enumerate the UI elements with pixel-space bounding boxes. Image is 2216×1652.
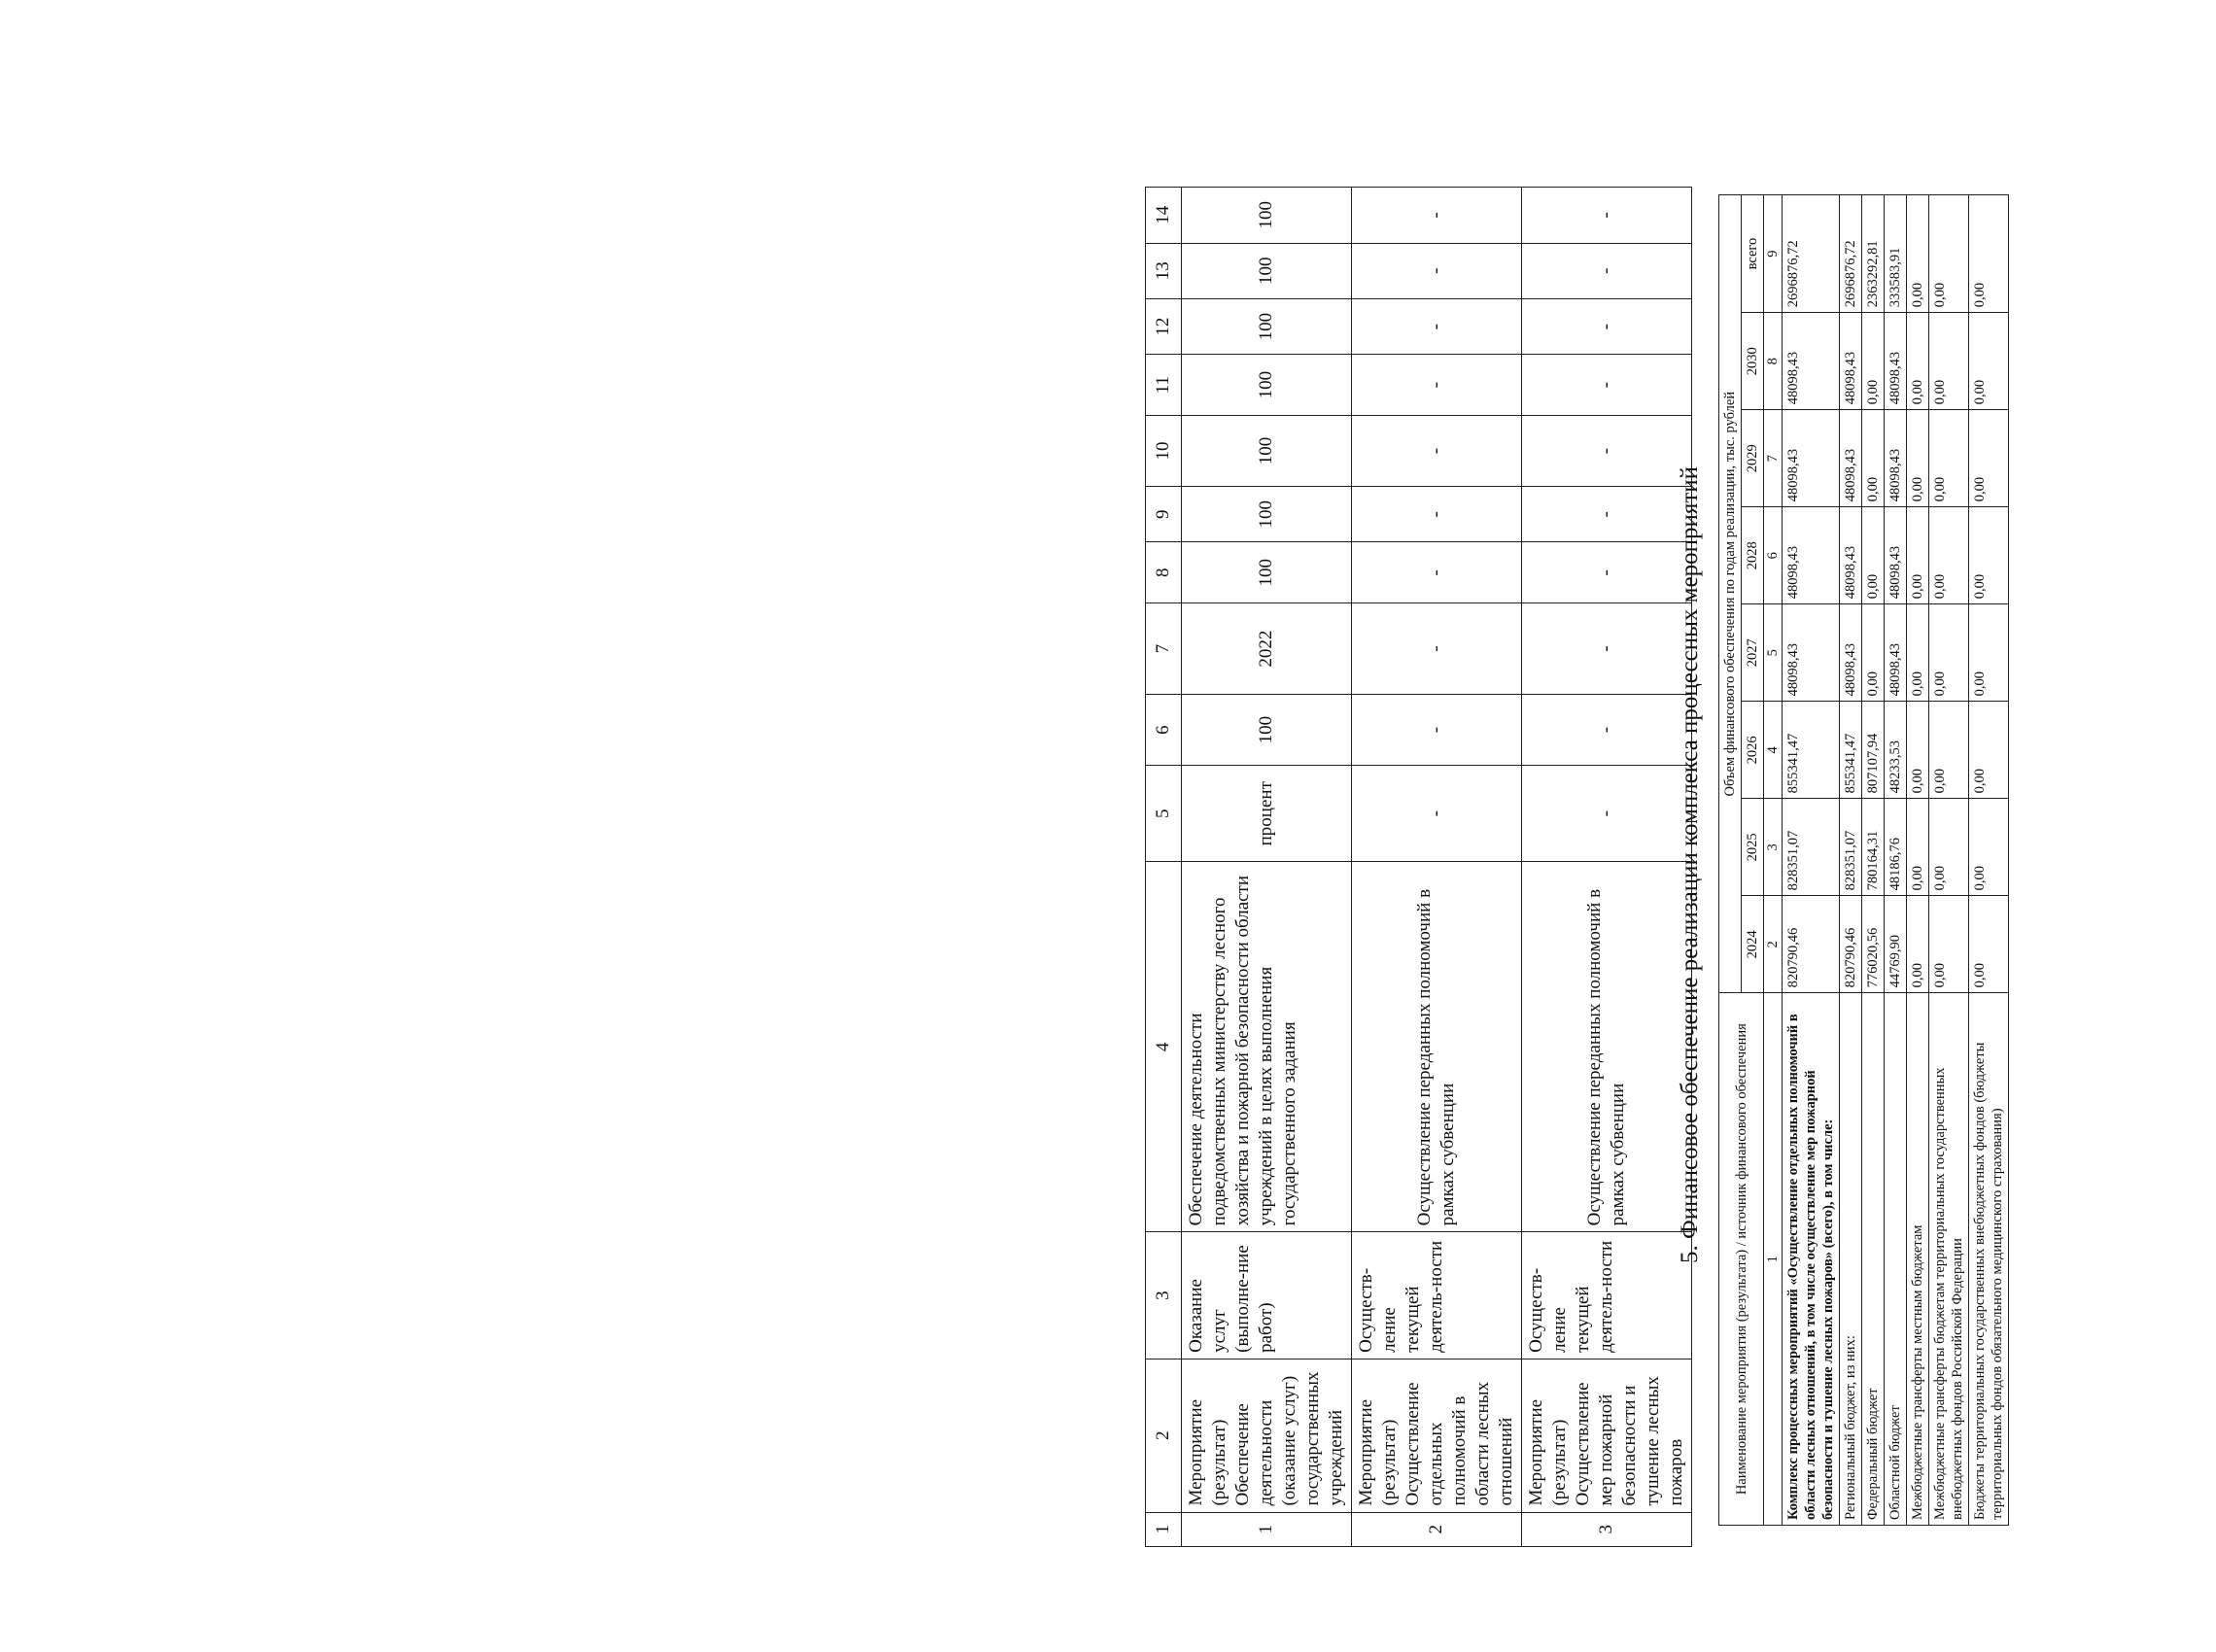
amount-cell: 48098,43 xyxy=(1840,507,1862,604)
col-number: 1 xyxy=(1764,993,1783,1526)
amount-cell: 0,00 xyxy=(1969,410,2009,507)
table-row xyxy=(1522,188,1692,1547)
amount-cell: 780164,31 xyxy=(1862,799,1885,896)
row-number: 3 xyxy=(1522,1512,1692,1546)
unit-cell: процент xyxy=(1182,766,1352,862)
measure-name: Мероприятие (результат) Обеспечение деятельности (оказание услуг) государственных учреждений xyxy=(1182,1359,1352,1512)
value-cell: - xyxy=(1522,415,1692,486)
column-number-row xyxy=(1764,195,1783,1526)
year-header: 2029 xyxy=(1742,410,1764,507)
amount-cell: 0,00 xyxy=(1969,507,2009,604)
value-cell: 100 xyxy=(1182,487,1352,542)
amount-cell: 0,00 xyxy=(1907,799,1929,896)
row-name: Бюджеты территориальных государственных внебюджетных фондов (бюджеты территориальных фондов обязательного медицинского страхования) xyxy=(1969,993,2009,1526)
value-cell: - xyxy=(1352,603,1522,695)
amount-cell: 0,00 xyxy=(1929,195,1969,313)
amount-cell: 44769,90 xyxy=(1885,896,1907,993)
section-title: 5. Финансовое обеспечение реализации комплекса процессных мероприятий xyxy=(1677,465,1703,1264)
value-cell: 100 xyxy=(1182,298,1352,354)
amount-cell: 828351,07 xyxy=(1840,799,1862,896)
value-cell: - xyxy=(1352,695,1522,766)
amount-cell: 855341,47 xyxy=(1783,702,1840,799)
amount-cell: 48098,43 xyxy=(1885,410,1907,507)
results-table xyxy=(1145,187,1692,1547)
value-cell: 100 xyxy=(1182,415,1352,486)
measure-type: Осуществ-ление текущей деятель-ности xyxy=(1522,1232,1692,1359)
amount-cell: 0,00 xyxy=(1862,313,1885,410)
amount-cell: 0,00 xyxy=(1907,195,1929,313)
amount-cell: 0,00 xyxy=(1929,896,1969,993)
year-header: 2030 xyxy=(1742,313,1764,410)
amount-cell: 820790,46 xyxy=(1783,896,1840,993)
amount-cell: 48098,43 xyxy=(1783,313,1840,410)
amount-cell: 0,00 xyxy=(1907,604,1929,702)
row-name: Межбюджетные трансферты местным бюджетам xyxy=(1907,993,1929,1526)
amount-cell: 0,00 xyxy=(1907,702,1929,799)
amount-cell: 0,00 xyxy=(1929,507,1969,604)
measure-description: Осуществление переданных полномочий в рамках субвенции xyxy=(1522,862,1692,1232)
col-number: 3 xyxy=(1764,799,1783,896)
amount-cell: 48098,43 xyxy=(1840,313,1862,410)
measure-description: Обеспечение деятельности подведомственных министерству лесного хозяйства и пожарной безопасности области учреждений в целях выполнения государственного задания xyxy=(1182,862,1352,1232)
measure-type: Оказание услуг (выполне-ние работ) xyxy=(1182,1232,1352,1359)
amount-cell: 48186,76 xyxy=(1885,799,1907,896)
amount-cell: 48098,43 xyxy=(1783,507,1840,604)
unit-cell: - xyxy=(1352,766,1522,862)
total-header: всего xyxy=(1742,195,1764,313)
value-cell: 2022 xyxy=(1182,603,1352,695)
col-number: 9 xyxy=(1146,487,1182,542)
amount-cell: 48098,43 xyxy=(1885,313,1907,410)
amount-cell: 333583,91 xyxy=(1885,195,1907,313)
value-cell: - xyxy=(1352,298,1522,354)
year-header: 2025 xyxy=(1742,799,1764,896)
amount-cell: 828351,07 xyxy=(1783,799,1840,896)
col-number: 12 xyxy=(1146,298,1182,354)
year-header: 2026 xyxy=(1742,702,1764,799)
amount-cell: 0,00 xyxy=(1907,896,1929,993)
amount-cell: 0,00 xyxy=(1969,799,2009,896)
value-cell: - xyxy=(1352,487,1522,542)
amount-cell: 0,00 xyxy=(1907,507,1929,604)
row-name: Федеральный бюджет xyxy=(1862,993,1885,1526)
rotated-document-page xyxy=(1137,97,2216,1633)
header-volume-cell: Объем финансового обеспечения по годам реализации, тыс. рублей xyxy=(1719,195,1742,993)
amount-cell: 48098,43 xyxy=(1783,410,1840,507)
amount-cell: 48233,53 xyxy=(1885,702,1907,799)
measure-name: Мероприятие (результат) Осуществление отдельных полномочий в области лесных отношений xyxy=(1352,1359,1522,1512)
amount-cell: 48098,43 xyxy=(1885,604,1907,702)
value-cell: - xyxy=(1352,542,1522,603)
amount-cell: 2696876,72 xyxy=(1783,195,1840,313)
amount-cell: 0,00 xyxy=(1907,410,1929,507)
header-row xyxy=(1719,195,1742,1526)
amount-cell: 0,00 xyxy=(1969,313,2009,410)
row-name: Региональный бюджет, из них: xyxy=(1840,993,1862,1526)
col-number: 8 xyxy=(1146,542,1182,603)
row-number: 1 xyxy=(1182,1512,1352,1546)
value-cell: - xyxy=(1522,695,1692,766)
column-number-row xyxy=(1146,188,1182,1547)
value-cell: - xyxy=(1352,415,1522,486)
col-number: 8 xyxy=(1764,313,1783,410)
col-number: 9 xyxy=(1764,195,1783,313)
col-number: 7 xyxy=(1146,603,1182,695)
value-cell: 100 xyxy=(1182,243,1352,298)
amount-cell: 48098,43 xyxy=(1885,507,1907,604)
value-cell: - xyxy=(1352,243,1522,298)
amount-cell: 0,00 xyxy=(1862,410,1885,507)
amount-cell: 0,00 xyxy=(1929,410,1969,507)
col-number: 6 xyxy=(1146,695,1182,766)
col-number: 2 xyxy=(1764,896,1783,993)
unit-cell: - xyxy=(1522,766,1692,862)
col-number: 1 xyxy=(1146,1512,1182,1546)
amount-cell: 0,00 xyxy=(1929,702,1969,799)
value-cell: - xyxy=(1522,542,1692,603)
amount-cell: 0,00 xyxy=(1969,195,2009,313)
row-number: 2 xyxy=(1352,1512,1522,1546)
row-name: Межбюджетные трансферты бюджетам территориальных государственных внебюджетных фондов Российской Федерации xyxy=(1929,993,1969,1526)
amount-cell: 0,00 xyxy=(1969,896,2009,993)
table-row xyxy=(1969,195,2009,1526)
amount-cell: 0,00 xyxy=(1862,604,1885,702)
amount-cell: 0,00 xyxy=(1969,604,2009,702)
amount-cell: 0,00 xyxy=(1929,799,1969,896)
year-header: 2028 xyxy=(1742,507,1764,604)
table-row xyxy=(1885,195,1907,1526)
col-number: 5 xyxy=(1764,604,1783,702)
amount-cell: 0,00 xyxy=(1862,507,1885,604)
col-number: 13 xyxy=(1146,243,1182,298)
table-row xyxy=(1929,195,1969,1526)
amount-cell: 0,00 xyxy=(1929,604,1969,702)
col-number: 14 xyxy=(1146,188,1182,244)
col-number: 2 xyxy=(1146,1359,1182,1512)
col-number: 5 xyxy=(1146,766,1182,862)
value-cell: - xyxy=(1522,355,1692,416)
value-cell: 100 xyxy=(1182,542,1352,603)
row-name: Областной бюджет xyxy=(1885,993,1907,1526)
value-cell: - xyxy=(1522,487,1692,542)
table-row xyxy=(1862,195,1885,1526)
amount-cell: 48098,43 xyxy=(1840,410,1862,507)
amount-cell: 48098,43 xyxy=(1840,604,1862,702)
financing-table xyxy=(1718,194,2009,1526)
col-number: 6 xyxy=(1764,507,1783,604)
table-row xyxy=(1783,195,1840,1526)
table-row xyxy=(1907,195,1929,1526)
amount-cell: 48098,43 xyxy=(1783,604,1840,702)
amount-cell: 820790,46 xyxy=(1840,896,1862,993)
amount-cell: 2363292,81 xyxy=(1862,195,1885,313)
value-cell: 100 xyxy=(1182,355,1352,416)
value-cell: - xyxy=(1352,188,1522,244)
value-cell: 100 xyxy=(1182,188,1352,244)
value-cell: - xyxy=(1522,603,1692,695)
col-number: 3 xyxy=(1146,1232,1182,1359)
col-number: 7 xyxy=(1764,410,1783,507)
value-cell: - xyxy=(1522,188,1692,244)
header-name-cell: Наименование мероприятия (результата) / источник финансового обеспечения xyxy=(1719,993,1764,1526)
year-header: 2024 xyxy=(1742,896,1764,993)
table-row xyxy=(1352,188,1522,1547)
col-number: 11 xyxy=(1146,355,1182,416)
value-cell: 100 xyxy=(1182,695,1352,766)
amount-cell: 776020,56 xyxy=(1862,896,1885,993)
amount-cell: 807107,94 xyxy=(1862,702,1885,799)
amount-cell: 855341,47 xyxy=(1840,702,1862,799)
measure-type: Осуществ-ление текущей деятель-ности xyxy=(1352,1232,1522,1359)
col-number: 10 xyxy=(1146,415,1182,486)
amount-cell: 2696876,72 xyxy=(1840,195,1862,313)
row-name-bold: Комплекс процессных мероприятий «Осуществление отдельных полномочий в области лесных отношений, в том числе осуществление мер пожарной безопасности и тушение лесных пожаров» (всего), в том числе: xyxy=(1785,1014,1836,1520)
row-name xyxy=(1783,993,1840,1526)
value-cell: - xyxy=(1352,355,1522,416)
measure-description: Осуществление переданных полномочий в рамках субвенции xyxy=(1352,862,1522,1232)
measure-name: Мероприятие (результат) Осуществление мер пожарной безопасности и тушение лесных пожаров xyxy=(1522,1359,1692,1512)
col-number: 4 xyxy=(1146,862,1182,1232)
table-row xyxy=(1182,188,1352,1547)
value-cell: - xyxy=(1522,243,1692,298)
year-header: 2027 xyxy=(1742,604,1764,702)
amount-cell: 0,00 xyxy=(1969,702,2009,799)
amount-cell: 0,00 xyxy=(1929,313,1969,410)
value-cell: - xyxy=(1522,298,1692,354)
col-number: 4 xyxy=(1764,702,1783,799)
table-row xyxy=(1840,195,1862,1526)
amount-cell: 0,00 xyxy=(1907,313,1929,410)
